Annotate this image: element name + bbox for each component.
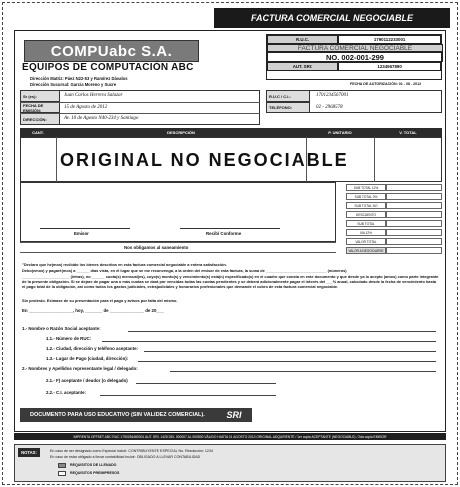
issue-date-label: FECHA DE EMISIÓN: <box>23 102 44 113</box>
ruc-value: 1790112233001 <box>338 35 441 44</box>
signature-area <box>20 182 336 242</box>
saneamiento-note: Nos obligamos al saneamiento <box>124 245 189 250</box>
client-name-label: Sr (es): <box>23 93 37 99</box>
col-descripcion: DESCRIPCIÓN <box>167 130 195 135</box>
legend-requisitos-preimpresos: REQUISITOS PREIMPRESOS <box>70 471 120 475</box>
client-name-value: Juan Carlos Herrera Salazar <box>64 93 123 98</box>
declaration-date-line: En __________________, hoy, _______ de ______________ de 20___ <box>22 308 164 313</box>
signature-emisor: Emisor <box>74 231 89 236</box>
total-row-subtotal-12: SUB TOTAL 12% <box>346 184 442 191</box>
legend-swatch-llenado <box>58 463 66 468</box>
declaration-terms: ______________________ (letras), no ______ cuota(s) mensual(es), cuyo(s) monto(s) y vencimiento(s) está(n) especificado(s) en el cuadro que consta en este documento y que desde ya lo acepto (amos) como parte integrante de la presente obligación. Si se dejare de pagar una o más cuotas se dará por vencidas todas las cuotas pendientes y se deberá adicionalmente pagar el interés del ___% anual, calculado desde la fecha de vencimiento hasta el pago total de la obligación, así como todos los gastos judiciales, extrajudiciales y honorarios profesionales que demande el cobro de esta factura comercial negociable. <box>22 274 439 289</box>
acceptor-name-label: 1.- Nombre o Razón Social aceptante: <box>22 326 101 331</box>
company-name: EQUIPOS DE COMPUTACIÓN ABC <box>22 62 194 73</box>
legal-rep-field[interactable] <box>170 371 436 372</box>
acceptor-signature-label: 2.1.- F) aceptante / deudor (o delegado) <box>46 378 128 383</box>
phone-label: TELÉFONO: <box>269 105 293 110</box>
acceptor-ruc-label: 1.1.- Número de RUC: <box>46 336 92 341</box>
total-row-descuento: DESCUENTO <box>346 211 442 218</box>
declaration-payment: Debo(emos) y pagaré(mos) a ______ días vista, en el lugar que se me reconvenga, a la orden del emisor de esta factura, la suma de ____________________________ (números) <box>22 268 347 273</box>
acceptor-address-label: 1.2.- Ciudad, dirección y teléfono aceptante: <box>46 346 138 351</box>
total-row-valor-negociar: VALOR A NEGOCIARSE <box>346 247 442 254</box>
legend-requisitos-llenado: REQUISITOS DE LLENADO <box>70 463 117 467</box>
ruc-box <box>266 34 442 80</box>
printer-info-strip: IMPRENTA OFFSET ABC RUC 1790254460001 AUT. SRI. 1425 DEL 000007 AL 000500 VÁLIDO HASTA 01 AGOSTO 2013 ORIGINAL ADQUIRENTE / 1er copia ACEPTANTE (NEGOCIABLE) / 2da copia EMISOR <box>14 433 446 440</box>
total-row-valor-total: VALOR TOTAL <box>346 238 442 245</box>
legend-swatch-preimpresos <box>58 471 66 476</box>
total-row-subtotal-0: SUB TOTAL 0% <box>346 193 442 200</box>
aut-sri-value: 1234567890 <box>338 62 441 71</box>
legal-rep-label: 2.- Nombres y Apellidos representante legal / delegado: <box>22 366 138 371</box>
payment-place-field[interactable] <box>138 361 436 362</box>
notes-label: NOTAS: <box>18 448 40 457</box>
company-logo: COMPUabc S.A. <box>24 40 199 62</box>
signature-recibi: Recibí Conforme <box>206 231 242 236</box>
issue-date-value: 15 de Agosto de 2012 <box>64 105 108 110</box>
total-row-subtotal-no: SUB TOTAL NO <box>346 202 442 209</box>
acceptor-ruc-field[interactable] <box>102 341 436 342</box>
col-p-unitario: P. UNITARIO <box>328 130 352 135</box>
educational-use-banner: DOCUMENTO PARA USO EDUCATIVO (SIN VALIDEZ COMERCIAL). <box>20 408 252 422</box>
payment-place-label: 1.3.- Lugar de Pago (ciudad, dirección): <box>46 356 129 361</box>
authorization-date: FECHA DE AUTORIZACIÓN: 01 - 08 - 2012 <box>350 82 422 86</box>
notes-accounting: En caso de estar obligado a llevar contabilidad incluir: OBLIGADO A LLEVAR CONTABILIDAD <box>50 455 201 459</box>
address-label: DIRECCIÓN: <box>23 116 47 122</box>
client-ruc-value: 1701234567001 <box>316 93 349 98</box>
invoice-number: NO. 002-001-299 <box>267 52 443 62</box>
address-value: Av. 10 de Agosto N40-234 y Santiago <box>64 116 139 121</box>
original-no-negociable-watermark: ORIGINAL NO NEGOCIABLE <box>60 150 349 170</box>
document-banner: FACTURA COMERCIAL NEGOCIABLE <box>214 8 450 28</box>
total-row-subtotal: SUB TOTAL <box>346 220 442 227</box>
ruc-label: R.U.C. <box>267 35 338 44</box>
notes-special-contributor: En caso de ser designado como Especial incluir: CONTRIBUYENTE ESPECIAL No. Resolución: 1234 <box>50 449 213 453</box>
items-table-header <box>20 128 442 137</box>
sri-logo: SRI <box>226 410 242 420</box>
declaration-sin-protesto: Sin protesto. Eximase de su presentación para el pago y avisos por falta del mismo. <box>22 298 178 303</box>
col-v-total: V. TOTAL <box>399 130 417 135</box>
acceptor-ci-field[interactable] <box>100 395 276 396</box>
acceptor-address-field[interactable] <box>144 351 436 352</box>
address-matriz: Dirección Matriz: Páez N22-53 y Ramírez Dávalos <box>30 76 128 81</box>
total-row-iva: IVA 12% <box>346 229 442 236</box>
invoice-type-title: FACTURA COMERCIAL NEGOCIABLE <box>267 44 443 52</box>
col-cant: CANT. <box>32 130 44 135</box>
acceptor-ci-label: 2.2.- C.I. aceptante: <box>46 390 87 395</box>
aut-sri-label: AUT. SRI: <box>267 62 338 71</box>
acceptor-signature-field[interactable] <box>136 383 276 384</box>
declaration-received: "Declaro que he(mos) recibido los bienes descritos en esta factura comercial negociable a entera satisfacción. <box>22 262 227 267</box>
address-sucursal: Dirección Sucursal: García Moreno y Sucre <box>30 82 117 87</box>
client-ruc-label: R.U.C / C.I.: <box>269 93 291 99</box>
acceptor-name-field[interactable] <box>128 331 436 332</box>
phone-value: 02 - 2968578 <box>316 105 343 110</box>
